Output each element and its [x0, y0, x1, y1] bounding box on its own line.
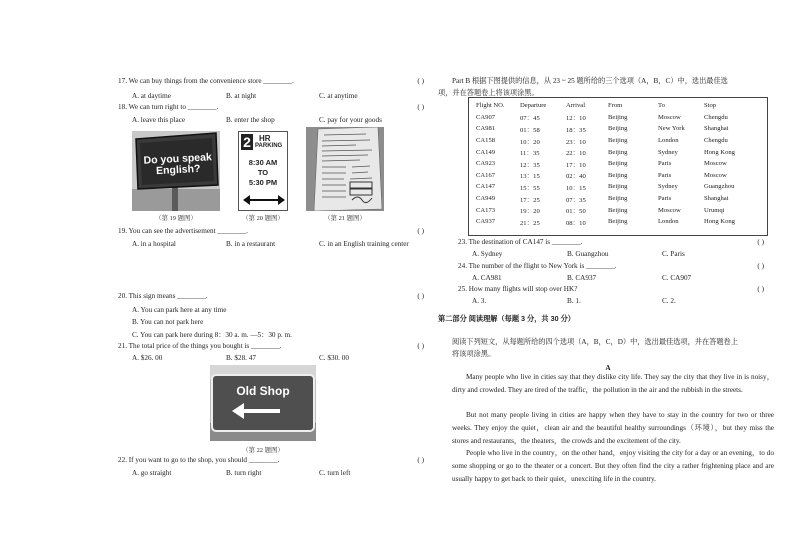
table-cell: London [658, 137, 679, 145]
question-17-text: 17. We can buy things from the convenience store ________. [118, 77, 294, 85]
sign-number: 2 [241, 134, 253, 150]
option-c[interactable]: C. $30. 00 [319, 354, 349, 362]
option-b[interactable]: B. $28. 47 [226, 354, 256, 362]
table-header-row [474, 100, 754, 112]
table-cell: Beijing [608, 148, 628, 156]
option-c[interactable]: C. in an English training center [319, 240, 409, 248]
table-cell: Shanghai [704, 195, 729, 203]
question-22-text: 22. If you want to go to the shop, you should ________. [118, 456, 280, 464]
answer-paren[interactable]: ( ) [417, 77, 424, 85]
option-c[interactable]: C. Paris [662, 250, 685, 258]
billboard-text [141, 152, 214, 178]
part-b-instruction-2: 项，并在答题卷上将该项涂黑。 [438, 89, 539, 97]
billboard-line-2: English? [155, 162, 201, 178]
sign-time-start: 8:30 AM [248, 158, 278, 167]
table-cell: 12：10 [566, 115, 586, 123]
table-row [474, 112, 754, 124]
answer-paren[interactable]: ( ) [757, 262, 764, 270]
table-cell: 08：10 [566, 219, 586, 227]
table-cell: Paris [658, 160, 672, 168]
question-24 [458, 262, 774, 270]
answer-paren[interactable]: ( ) [757, 285, 764, 293]
table-cell: 07：35 [566, 196, 586, 204]
table-cell: Paris [658, 195, 672, 203]
table-row [474, 170, 754, 182]
table-cell: CA937 [476, 218, 496, 226]
question-25 [458, 285, 774, 293]
option-c[interactable]: C. pay for your goods [319, 116, 382, 124]
question-23 [458, 238, 774, 246]
table-cell: CA173 [476, 206, 496, 214]
table-cell: 10：15 [566, 184, 586, 192]
option-c[interactable]: C. CA907 [662, 274, 692, 282]
option-a[interactable]: A. 3. [472, 297, 487, 305]
answer-paren[interactable]: ( ) [417, 456, 424, 464]
figure-20-caption: （第 20 题图） [242, 215, 284, 222]
option-a[interactable]: A. CA981 [472, 274, 502, 282]
option-b[interactable]: B. enter the shop [226, 116, 275, 124]
option-a[interactable]: A. in a hospital [132, 240, 176, 248]
table-cell: Shanghai [704, 125, 729, 133]
question-18-options [132, 116, 432, 126]
passage-label: A [605, 364, 611, 372]
figure-22-caption: （第 22 题图） [242, 447, 284, 454]
table-row [474, 181, 754, 193]
table-cell: Guangzhou [704, 183, 735, 191]
section-2-title: 第二部分 阅读理解（每题 3 分，共 30 分） [438, 314, 575, 323]
question-21-options [132, 354, 432, 364]
header-cell: To [658, 102, 665, 110]
figure-21-caption: （第 21 题图） [324, 215, 366, 222]
table-cell: Beijing [608, 113, 628, 121]
option-b[interactable]: B. You can not park here [132, 318, 204, 326]
option-a[interactable]: A. at daytime [132, 92, 171, 100]
sign-time-end: 5:30 PM [248, 178, 278, 187]
option-a[interactable]: A. Sydney [472, 250, 503, 258]
question-23-options [472, 250, 772, 260]
table-cell: Beijing [608, 195, 628, 203]
question-18 [118, 103, 434, 111]
old-shop-sign-image [210, 365, 316, 441]
table-row [474, 146, 754, 158]
table-cell: CA147 [476, 183, 496, 191]
table-cell: Beijing [608, 171, 628, 179]
table-cell: Beijing [608, 206, 628, 214]
answer-paren[interactable]: ( ) [417, 103, 424, 111]
table-cell: 13：15 [520, 173, 540, 181]
table-cell: 02：40 [566, 173, 586, 181]
option-a[interactable]: A. $26. 00 [132, 354, 163, 362]
table-cell: Hong Kong [704, 218, 735, 226]
table-cell: Beijing [608, 125, 628, 133]
table-cell: 07：45 [520, 115, 540, 123]
question-25-options [472, 297, 772, 307]
table-cell: 01：58 [520, 126, 540, 134]
receipt-image [306, 127, 384, 211]
option-b[interactable]: B. CA937 [567, 274, 597, 282]
table-cell: Sydney [658, 183, 678, 191]
table-cell: Moscow [658, 206, 681, 214]
passage-paragraph-3: People who live in the country，on the other hand，enjoy visiting the city for a day or an evening，to do some shopping or go to the theater or a concert. But they often find the city a rather frightening place and are usually happy to get back to their quiet，unexciting life in the country. [452, 449, 774, 484]
answer-paren[interactable]: ( ) [417, 227, 424, 235]
figure-22-old-shop-sign [210, 365, 316, 441]
old-shop-text: Old Shop [236, 384, 290, 398]
question-19-options [132, 240, 432, 250]
table-cell: 17：25 [520, 196, 540, 204]
question-17 [118, 77, 434, 85]
sign-to: TO [257, 168, 269, 177]
question-25-text: 25. How many flights will stop over HK? [458, 285, 578, 293]
option-b[interactable]: B. Guangzhou [567, 250, 609, 258]
option-b[interactable]: B. in a restaurant [226, 240, 276, 248]
table-row [474, 193, 754, 205]
option-a[interactable]: A. leave this place [132, 116, 186, 124]
header-cell: Departure [520, 102, 547, 110]
table-cell: 18：35 [566, 126, 586, 134]
option-c[interactable]: C. You can park here during 8：30 a. m. —5：30 p. m. [132, 331, 292, 339]
sign-hr: HR [259, 134, 271, 143]
header-cell: Stop [704, 102, 717, 110]
figure-21-receipt [306, 127, 384, 211]
header-cell: Arrival [566, 102, 586, 110]
table-row [474, 216, 754, 228]
table-cell: Moscow [658, 113, 681, 121]
billboard-line-1: Do you speak [143, 151, 213, 167]
flight-table-body [474, 100, 754, 228]
reading-instruction-2: 将该项涂黑。 [452, 350, 496, 358]
table-cell: 22：10 [566, 150, 586, 158]
question-24-options [472, 274, 772, 284]
table-cell: 01：50 [566, 208, 586, 216]
question-19-text: 19. You can see the advertisement ________. [118, 227, 248, 235]
table-cell: Chengdu [704, 137, 728, 145]
question-21-text: 21. The total price of the things you bought is ________. [118, 342, 282, 350]
option-b[interactable]: B. at night [226, 92, 257, 100]
table-cell: Paris [658, 171, 672, 179]
table-cell: 10：20 [520, 138, 540, 146]
question-22-options [132, 469, 432, 479]
part-b-instruction-1: Part B 根据下图提供的信息，从 23 ~ 25 题所给的三个选项（A，B，C）中，选出最佳选 [452, 77, 728, 85]
table-cell: New York [658, 125, 685, 133]
double-arrow-icon [243, 194, 285, 206]
sign-parking: PARKING [255, 143, 283, 149]
table-row [474, 158, 754, 170]
sign-times [239, 158, 287, 188]
table-cell: Chengdu [704, 113, 728, 121]
table-cell: Sydney [658, 148, 678, 156]
flight-table [474, 100, 754, 228]
figure-20-parking-sign [238, 131, 288, 211]
question-22 [118, 456, 434, 464]
table-cell: Moscow [704, 160, 727, 168]
table-cell: 15：55 [520, 184, 540, 192]
table-cell: 12：35 [520, 161, 540, 169]
question-19 [118, 227, 434, 235]
question-20-text: 20. This sign means ________. [118, 292, 208, 300]
table-cell: CA923 [476, 160, 496, 168]
table-cell: Beijing [608, 218, 628, 226]
question-20 [118, 292, 434, 300]
option-b[interactable]: B. 1. [567, 297, 581, 305]
option-c[interactable]: C. 2. [662, 297, 676, 305]
table-cell: Beijing [608, 137, 628, 145]
table-cell: 11：35 [520, 150, 540, 158]
table-cell: CA949 [476, 195, 496, 203]
passage-paragraph-2: But not many people living in cities are happy when they have to stay in the country for two or three weeks. They enjoy the quiet，clean air and the beautiful healthy surroundings（环境），but they miss the stores and restaurants，the theaters，the crowds and the excitement of the city. [452, 411, 774, 446]
table-row [474, 204, 754, 216]
table-cell: CA167 [476, 171, 496, 179]
table-row [474, 123, 754, 135]
table-cell: Urumqi [704, 206, 725, 214]
table-cell: 23：10 [566, 138, 586, 146]
option-b[interactable]: B. turn right [226, 469, 262, 477]
question-17-options [132, 92, 432, 102]
answer-paren[interactable]: ( ) [417, 342, 424, 350]
table-cell: 17：10 [566, 161, 586, 169]
question-21 [118, 342, 434, 350]
figure-19-billboard [132, 131, 220, 211]
question-23-text: 23. The destination of CA147 is ________. [458, 238, 583, 246]
table-cell: Beijing [608, 183, 628, 191]
option-c[interactable]: C. turn left [319, 469, 351, 477]
question-18-text: 18. We can turn right to ________. [118, 103, 219, 111]
question-24-text: 24. The number of the flight to New York is ________. [458, 262, 617, 270]
option-a[interactable]: A. go straight [132, 469, 172, 477]
header-cell: From [608, 102, 623, 110]
figure-19-caption: （第 19 题图） [155, 215, 197, 222]
reading-instruction-1: 阅读下列短文，从每题所给的四个选项（A，B，C，D）中，选出最佳选项，并在答题卷上 [452, 338, 738, 346]
option-c[interactable]: C. at anytime [319, 92, 358, 100]
table-cell: Hong Kong [704, 148, 735, 156]
table-row [474, 135, 754, 147]
table-cell: 21：25 [520, 219, 540, 227]
table-cell: CA158 [476, 137, 496, 145]
answer-paren[interactable]: ( ) [417, 292, 424, 300]
table-cell: CA907 [476, 113, 496, 121]
table-cell: London [658, 218, 679, 226]
header-cell: Flight NO. [476, 102, 505, 110]
table-cell: 19：20 [520, 208, 540, 216]
table-cell: Beijing [608, 160, 628, 168]
answer-paren[interactable]: ( ) [757, 238, 764, 246]
table-cell: CA981 [476, 125, 496, 133]
passage-paragraph-1: Many people who live in cities say that they dislike city life. They say the city that they live in is noisy，dirty and crowded. They are tired of the traffic，the pollution in the air and the rubbish in the streets. [452, 373, 774, 395]
option-a[interactable]: A. You can park here at any time [132, 306, 227, 314]
table-cell: Moscow [704, 171, 727, 179]
table-cell: CA149 [476, 148, 496, 156]
